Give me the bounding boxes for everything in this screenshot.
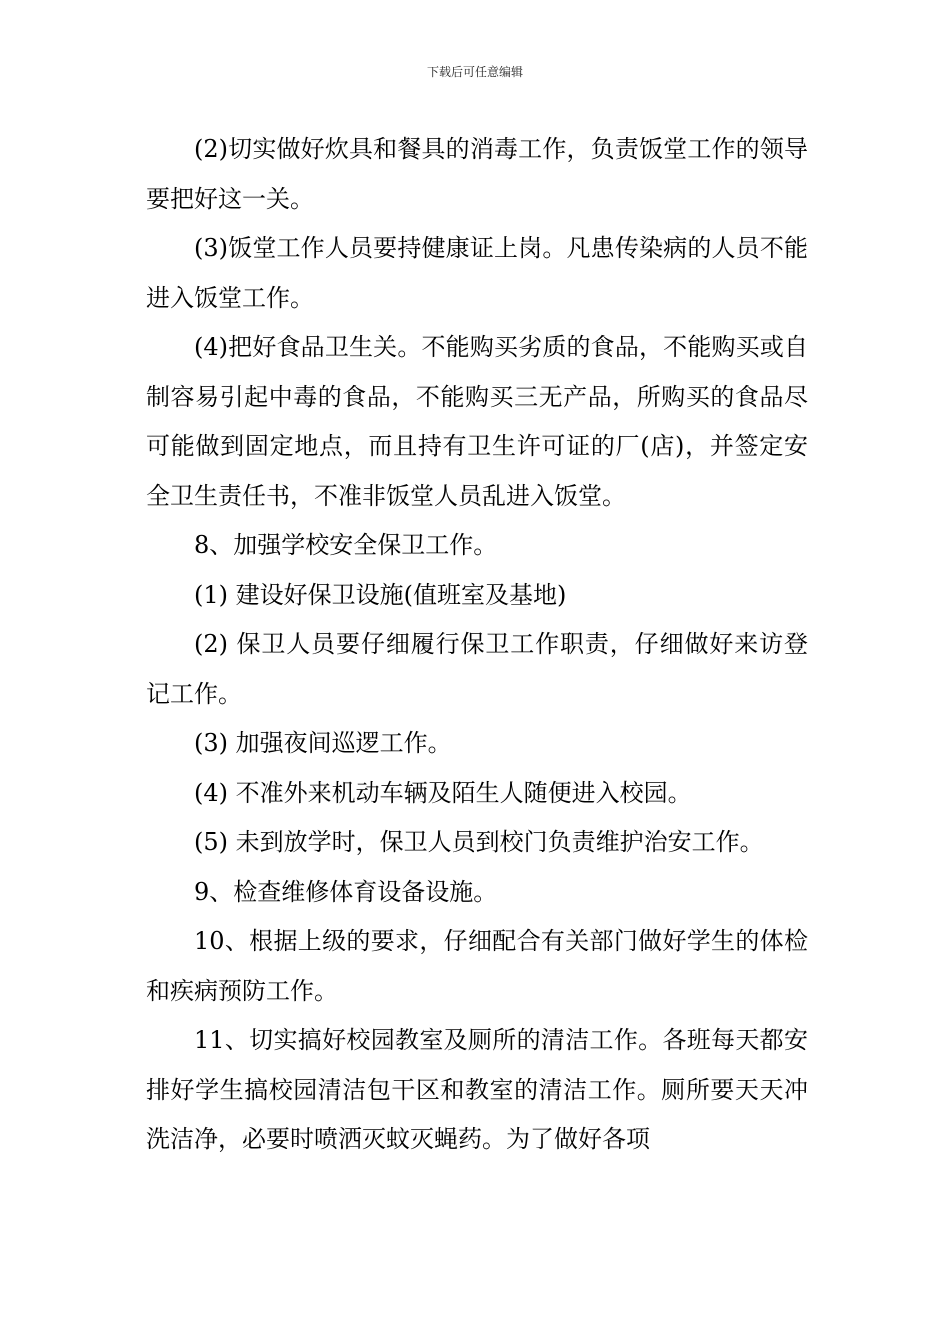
paragraph: (2) 保卫人员要仔细履行保卫工作职责，仔细做好来访登记工作。 [146,630,808,708]
document-body [146,125,808,1165]
section-heading: 11、切实搞好校园教室及厕所的清洁工作。各班每天都安排好学生搞校园清洁包干区和教室的清洁工作。厕所要天天冲洗洁净，必要时喷洒灭蚊灭蝇药。为了做好各项 [146,1026,808,1153]
paragraph: (1) 建设好保卫设施(值班室及基地) [194,580,567,609]
section-heading: 8、加强学校安全保卫工作。 [194,531,498,559]
paragraph: (3)饭堂工作人员要持健康证上岗。凡患传染病的人员不能进入饭堂工作。 [146,234,808,312]
paragraph: (2)切实做好炊具和餐具的消毒工作，负责饭堂工作的领导要把好这一关。 [146,135,808,213]
section-heading: 9、检查维修体育设备设施。 [194,877,498,906]
page-header: 下载后可任意编辑 [426,65,523,79]
paragraph: (3) 加强夜间巡逻工作。 [194,729,452,757]
paragraph: (4) 不准外来机动车辆及陌生人随便进入校园。 [194,778,692,807]
paragraph: (4)把好食品卫生关。不能购买劣质的食品，不能购买或自制容易引起中毒的食品，不能购买三无产品，所购买的食品尽可能做到固定地点，而且持有卫生许可证的厂(店)，并签定安全卫生责任书，不准非饭堂人员乱进入饭堂。 [146,333,808,510]
paragraph: (5) 未到放学时，保卫人员到校门负责维护治安工作。 [194,828,764,856]
section-heading: 10、根据上级的要求，仔细配合有关部门做好学生的体检和疾病预防工作。 [146,927,808,1005]
